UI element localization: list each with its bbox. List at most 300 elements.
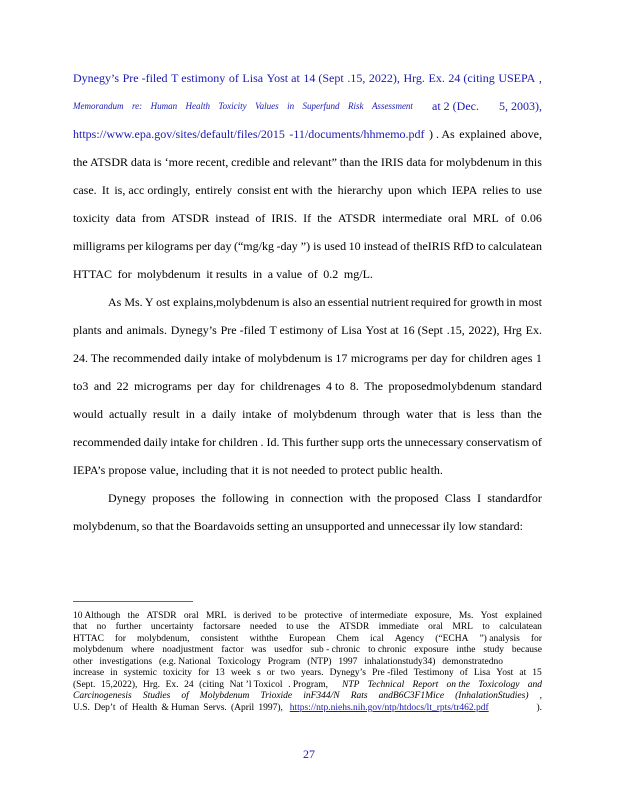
word: required xyxy=(410,295,451,309)
word: than xyxy=(500,407,522,421)
word: Yost xyxy=(480,611,498,621)
word: of xyxy=(459,668,468,678)
word: systemic xyxy=(123,668,157,678)
word: noadjustment xyxy=(162,645,214,655)
body-line xyxy=(73,71,542,85)
word: of xyxy=(327,323,338,337)
word: If xyxy=(303,211,312,225)
word: intake xyxy=(242,407,272,421)
word: for xyxy=(202,435,217,449)
word: is not xyxy=(261,463,288,477)
word: childrenages xyxy=(259,379,321,393)
word: molybdenum, xyxy=(73,519,140,533)
word: increase xyxy=(73,668,105,678)
word: the xyxy=(317,211,332,225)
word: data xyxy=(130,155,151,169)
word: in xyxy=(185,407,195,421)
word: of xyxy=(531,435,542,449)
body-line xyxy=(73,463,443,477)
word: Pre -filed xyxy=(372,668,408,678)
word: re: xyxy=(131,101,143,111)
word: 2022), xyxy=(368,71,400,85)
footnote-citation xyxy=(73,680,328,691)
word: per xyxy=(196,379,213,393)
word: study xyxy=(483,645,504,655)
word: or xyxy=(266,668,275,678)
word: RfD xyxy=(452,239,474,253)
word: (e.g. National xyxy=(158,657,211,667)
footnote-line xyxy=(73,691,542,702)
word: (“ECHA xyxy=(435,634,469,644)
word: consistent xyxy=(200,634,239,644)
word: 0.06 xyxy=(520,211,542,225)
body-line xyxy=(73,323,542,337)
word: usedfor xyxy=(274,645,303,655)
word: actually xyxy=(108,407,147,421)
word: needed xyxy=(249,622,277,632)
word: molybdenum xyxy=(137,267,201,281)
word: for xyxy=(240,379,255,393)
word: protective xyxy=(304,611,343,621)
word: Toxicology xyxy=(478,680,520,690)
word: Lisa xyxy=(242,71,264,85)
word: 16 (Sept xyxy=(402,323,443,337)
body-line xyxy=(73,127,542,141)
word: 1 xyxy=(535,351,542,365)
word: recent, xyxy=(196,155,229,169)
footnote-citation xyxy=(73,703,283,714)
word: 10 instead xyxy=(348,239,398,253)
word: Dep’t xyxy=(94,703,116,713)
word: andB6C3F1Mice xyxy=(378,691,445,701)
word: of xyxy=(277,407,288,421)
word: per xyxy=(127,239,143,253)
word: a value xyxy=(267,267,303,281)
word: It xyxy=(101,183,110,197)
word: Health xyxy=(185,101,211,111)
word: because xyxy=(511,645,542,655)
text: ). xyxy=(536,703,542,713)
word: factorsare xyxy=(203,622,241,632)
word: the xyxy=(127,611,140,621)
word: intake xyxy=(170,435,200,449)
word: oral xyxy=(448,211,467,225)
word: The xyxy=(364,379,383,393)
body-line xyxy=(73,155,542,169)
word: and relevant” xyxy=(272,155,337,169)
word: Ex. xyxy=(525,323,542,337)
word: of xyxy=(228,71,239,85)
word: HTTAC xyxy=(73,267,113,281)
word: micrograms xyxy=(134,379,192,393)
word: IEPA xyxy=(451,183,478,197)
word: in most xyxy=(506,295,542,309)
word: 15 xyxy=(532,668,542,678)
word: in this xyxy=(512,155,542,169)
word: 22 xyxy=(116,379,129,393)
word: week xyxy=(230,668,251,678)
word: Yost at xyxy=(365,323,399,337)
word: the proposed xyxy=(376,491,439,505)
word: 1997), xyxy=(258,703,283,713)
word: oral xyxy=(183,611,199,621)
word: (Sept. xyxy=(73,680,96,690)
word: MRL xyxy=(472,211,499,225)
word: , xyxy=(539,691,542,701)
word: Technical xyxy=(367,680,405,690)
word: and unnecessar xyxy=(367,519,441,533)
epa-url[interactable]: https://www.epa.gov/sites/default/files/2015 xyxy=(73,127,285,141)
word: of xyxy=(244,351,255,365)
word: daily xyxy=(184,351,209,365)
word: Risk xyxy=(347,101,364,111)
body-line xyxy=(73,239,542,253)
word: . Id. xyxy=(260,435,280,449)
word: molybdenum xyxy=(293,407,357,421)
word: children xyxy=(468,351,508,365)
word: 0.2 xyxy=(323,267,339,281)
ntp-report-link[interactable]: https://ntp.niehs.nih.gov/ntp/htdocs/lt_rpts/tr462.pdf xyxy=(289,703,489,713)
word: the xyxy=(387,435,403,449)
word: toxicity xyxy=(163,668,193,678)
word: result xyxy=(152,407,180,421)
word: MRL xyxy=(452,622,473,632)
word: Hrg. xyxy=(403,71,425,85)
word: needed xyxy=(291,463,326,477)
word: to3 xyxy=(73,379,89,393)
word: 1997 xyxy=(338,657,358,667)
body-line xyxy=(73,183,542,197)
word: 24. The xyxy=(73,351,110,365)
word: Human xyxy=(150,101,178,111)
epa-url-part[interactable]: -11/documents/hhmemo.pdf xyxy=(289,127,425,141)
word: to xyxy=(482,622,490,632)
word: instead xyxy=(215,211,250,225)
word: recommended xyxy=(112,351,181,365)
word: plants xyxy=(73,323,102,337)
word: micrograms xyxy=(350,351,409,365)
word: . Program, xyxy=(288,680,328,690)
word: was xyxy=(251,645,267,655)
word: withthe xyxy=(249,634,278,644)
word: Hrg. xyxy=(143,680,160,690)
word: with xyxy=(349,491,371,505)
word: Chem xyxy=(336,634,360,644)
word: ”) analysis xyxy=(479,634,520,644)
memorandum-citation xyxy=(73,99,413,113)
word: 15,2022), xyxy=(101,680,138,690)
word: 2022), xyxy=(468,323,500,337)
word: standard xyxy=(501,379,542,393)
word: inF344/N xyxy=(303,691,340,701)
word: to xyxy=(476,239,486,253)
word: which xyxy=(417,183,447,197)
word: water xyxy=(406,407,433,421)
footnote-line xyxy=(73,703,542,714)
word: molybdenum, xyxy=(136,634,190,644)
word: per day xyxy=(195,239,232,253)
word: oral xyxy=(428,622,443,632)
word: Superfund xyxy=(302,101,340,111)
word: proposedmolybdenum xyxy=(388,379,496,393)
word: explained xyxy=(504,611,542,621)
word: Rats xyxy=(350,691,368,701)
word: Toxicology xyxy=(217,657,261,667)
word: further xyxy=(306,435,339,449)
word: ATSDR xyxy=(337,211,376,225)
word: than xyxy=(339,155,361,169)
word: 24 (citing xyxy=(448,71,495,85)
word: exposure, xyxy=(414,611,452,621)
word: HTTAC xyxy=(73,634,104,644)
word: of xyxy=(255,211,266,225)
word: at 2 (Dec. xyxy=(432,99,479,113)
word: , xyxy=(538,71,542,85)
word: credible xyxy=(231,155,270,169)
word: is 17 xyxy=(324,351,348,365)
word: Memorandum xyxy=(73,101,124,111)
word: case. xyxy=(73,183,97,197)
body-line xyxy=(73,407,542,421)
word: This xyxy=(282,435,304,449)
footnote-divider xyxy=(73,601,193,602)
footnote-line xyxy=(73,668,542,679)
word: of intermediate xyxy=(349,611,408,621)
word: ical xyxy=(370,634,384,644)
word: inthe xyxy=(456,645,476,655)
word: an xyxy=(314,295,326,309)
word: the xyxy=(527,407,542,421)
word: Values xyxy=(255,101,279,111)
word: Lisa xyxy=(473,668,491,678)
word: data for xyxy=(406,155,444,169)
footnote-line xyxy=(73,680,542,691)
body-line xyxy=(73,351,542,365)
word: & Human xyxy=(161,703,200,713)
word: Molybdenum xyxy=(199,691,250,701)
word: 8. xyxy=(349,379,359,393)
word: of xyxy=(307,267,318,281)
word: essential xyxy=(327,295,370,309)
word: health. xyxy=(410,463,443,477)
word: Ex. xyxy=(165,680,179,690)
word: ATSDR xyxy=(146,611,177,621)
word: would xyxy=(73,407,103,421)
word: day xyxy=(430,351,448,365)
word: standard: xyxy=(479,519,523,533)
word: investigations xyxy=(99,657,153,667)
footnote-line xyxy=(73,657,503,668)
word: in xyxy=(110,668,118,678)
word: Pre -filed xyxy=(122,71,168,85)
word: nutrient xyxy=(371,295,409,309)
word: for xyxy=(117,267,132,281)
word: per xyxy=(411,351,427,365)
word: the ATSDR xyxy=(73,155,129,169)
word: (“mg/kg xyxy=(233,239,274,253)
word: of xyxy=(181,691,189,701)
body-line xyxy=(108,491,542,505)
footnote-line xyxy=(73,622,542,633)
text: explained xyxy=(459,127,506,141)
word: U.S. xyxy=(73,703,90,713)
word: that xyxy=(438,407,457,421)
word: 14 (Sept xyxy=(303,71,344,85)
word: (NTP) xyxy=(307,657,332,667)
word: T estimony xyxy=(269,323,324,337)
word: -day ”) is used xyxy=(276,239,347,253)
word: Assessment xyxy=(371,101,413,111)
word: for xyxy=(530,634,542,644)
word: Ms. xyxy=(458,611,474,621)
word: upon xyxy=(388,183,413,197)
word: European xyxy=(288,634,326,644)
word: Report xyxy=(412,680,439,690)
body-line xyxy=(73,267,373,281)
word: Pre -filed xyxy=(220,323,266,337)
word: MRL xyxy=(205,611,227,621)
word: Dynegy’s xyxy=(329,668,366,678)
word: .15, xyxy=(347,71,366,85)
word: relies to xyxy=(482,183,521,197)
word: data xyxy=(115,211,136,225)
word: Hrg xyxy=(503,323,522,337)
word: (InhalationStudies) xyxy=(455,691,529,701)
word: and xyxy=(105,323,123,337)
word: for xyxy=(198,668,210,678)
word: including xyxy=(181,463,228,477)
footnote-line xyxy=(73,611,542,622)
body-line xyxy=(73,211,542,225)
word: Program xyxy=(267,657,301,667)
word: molybdenum xyxy=(73,645,124,655)
body-line xyxy=(73,99,542,113)
word: of xyxy=(119,703,128,713)
word: is xyxy=(462,407,471,421)
word: in xyxy=(287,101,295,111)
word: that xyxy=(73,622,88,632)
footnote-report-title xyxy=(342,680,542,691)
word: the xyxy=(201,491,216,505)
word: the xyxy=(317,183,333,197)
word: propose xyxy=(108,463,147,477)
word: 13 xyxy=(215,668,225,678)
word: Ex. xyxy=(428,71,445,85)
word: no xyxy=(96,622,107,632)
word: exposure xyxy=(414,645,449,655)
word: kilograms xyxy=(145,239,194,253)
word: ATSDR xyxy=(171,211,210,225)
word: in xyxy=(252,267,263,281)
word: to use xyxy=(286,622,309,632)
word: 5, 2003), xyxy=(499,99,542,113)
word: ily low xyxy=(442,519,477,533)
word: less xyxy=(476,407,495,421)
word: milligrams xyxy=(73,239,125,253)
word: for xyxy=(114,634,126,644)
word: setting xyxy=(256,519,289,533)
word: for xyxy=(450,351,465,365)
word: Toxicity xyxy=(218,101,247,111)
word: use xyxy=(525,183,542,197)
word: (citing xyxy=(199,680,224,690)
word: day xyxy=(217,379,235,393)
word: where xyxy=(131,645,155,655)
footnote-line xyxy=(73,645,542,656)
word: years. xyxy=(301,668,324,678)
word: of xyxy=(504,211,515,225)
citation-date xyxy=(432,99,542,113)
word: calculatean xyxy=(487,239,542,253)
word: is, acc ordingly, xyxy=(114,183,191,197)
body-line xyxy=(108,295,542,309)
word: recommended xyxy=(73,435,141,449)
text: above, xyxy=(510,127,542,141)
word: the Boardavoids xyxy=(176,519,255,533)
word: supp orts xyxy=(341,435,385,449)
word: it results xyxy=(206,267,248,281)
word: the xyxy=(318,622,330,632)
word: in xyxy=(274,491,285,505)
word: immediate xyxy=(378,622,419,632)
word: 4 to xyxy=(326,379,345,393)
word: children xyxy=(218,435,258,449)
word: and xyxy=(527,680,542,690)
word: Y ost explains,molybdenum xyxy=(144,295,280,309)
word: a xyxy=(200,407,207,421)
word: toxicity xyxy=(73,211,110,225)
text: ) . As xyxy=(429,127,455,141)
word: Class xyxy=(444,491,471,505)
word: 24 xyxy=(184,680,194,690)
word: Nat ’l Toxicol xyxy=(229,680,283,690)
word: I xyxy=(477,491,481,505)
word: it xyxy=(251,463,259,477)
word: further xyxy=(115,622,142,632)
word: Studies xyxy=(142,691,171,701)
word: an xyxy=(291,519,303,533)
body-line xyxy=(73,519,523,533)
word: conservatism xyxy=(465,435,530,449)
word: for growth xyxy=(453,295,505,309)
word: (April xyxy=(230,703,255,713)
word: consist ent with xyxy=(237,183,313,197)
word: two xyxy=(280,668,295,678)
word: Lisa xyxy=(341,323,362,337)
word: Dynegy’s xyxy=(73,71,119,85)
word: from xyxy=(141,211,166,225)
body-line xyxy=(73,379,542,393)
word: ATSDR xyxy=(339,622,370,632)
word: connection xyxy=(290,491,344,505)
word: Trioxide xyxy=(260,691,293,701)
word: proposes xyxy=(152,491,195,505)
word: Yost at xyxy=(266,71,300,85)
word: that xyxy=(230,463,249,477)
word: to chronic xyxy=(368,645,407,655)
word: is ‘more xyxy=(153,155,194,169)
word: value, xyxy=(149,463,179,477)
word: is derived xyxy=(233,611,272,621)
word: s xyxy=(256,668,261,678)
word: Testimony xyxy=(413,668,454,678)
word: hierarchy xyxy=(337,183,383,197)
word: IRIS. xyxy=(271,211,298,225)
word: T estimony xyxy=(171,71,226,85)
word: USEPA xyxy=(498,71,536,85)
word: of theIRIS xyxy=(400,239,451,253)
word: demonstratedno xyxy=(442,657,503,667)
